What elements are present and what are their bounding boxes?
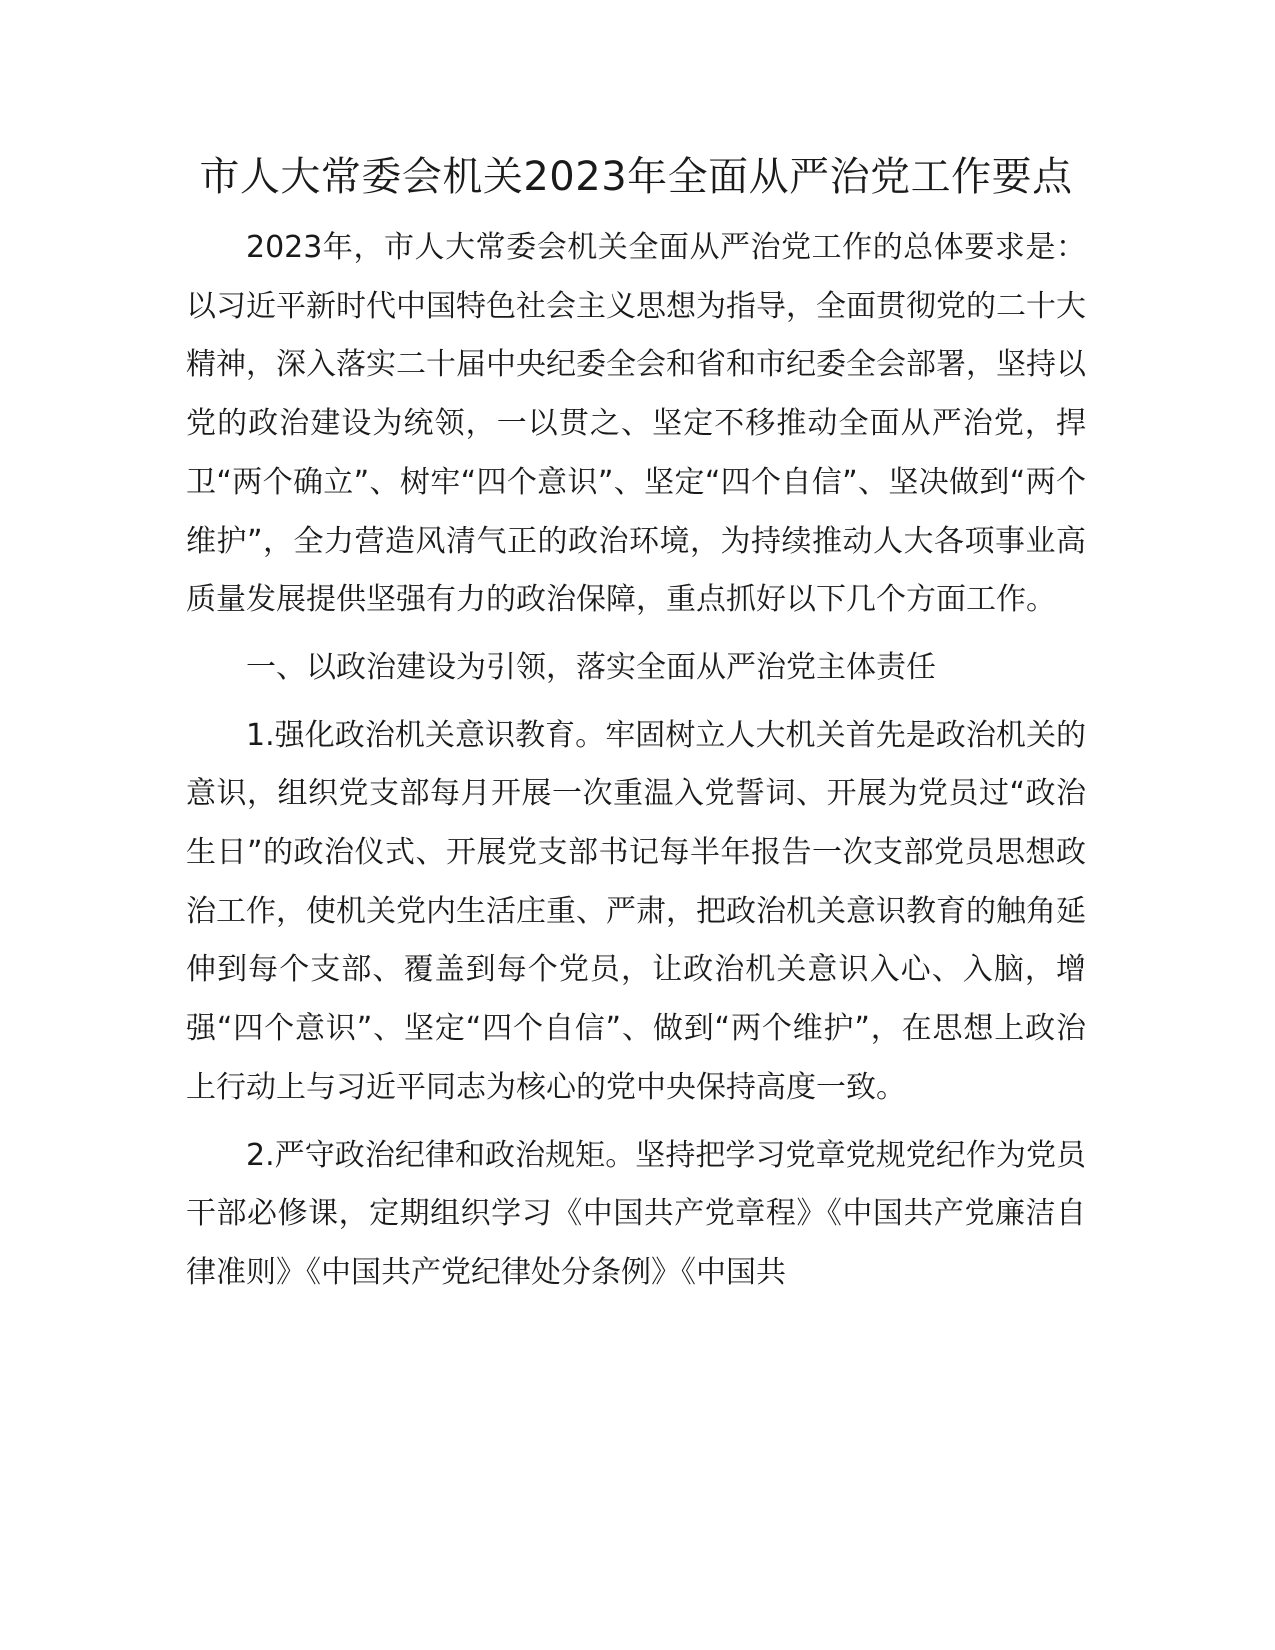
document-title: 市人大常委会机关2023年全面从严治党工作要点	[199, 154, 1073, 200]
section-heading: 一、以政治建设为引领，落实全面从严治党主体责任	[246, 649, 936, 685]
document-page	[186, 148, 1086, 1312]
intro-paragraph: 2023年，市人大常委会机关全面从严治党工作的总体要求是：以习近平新时代中国特色社会主义思想为指导，全面贯彻党的二十大精神，深入落实二十届中央纪委全会和省和市纪委全会部署，坚持以党的政治建设为统领，一以贯之、坚定不移推动全面从严治党，捍卫“两个确立”、树牢“四个意识”、坚定“四个自信”、坚决做到“两个维护”，全力营造风清气正的政治环境，为持续推动人大各项事业高质量发展提供坚强有力的政治保障，重点抓好以下几个方面工作。	[186, 230, 1086, 618]
item-paragraph-1: 1.强化政治机关意识教育。牢固树立人大机关首先是政治机关的意识，组织党支部每月开展一次重温入党誓词、开展为党员过“政治生日”的政治仪式、开展党支部书记每半年报告一次支部党员思想政治工作，使机关党内生活庄重、严肃，把政治机关意识教育的触角延伸到每个支部、覆盖到每个党员，让政治机关意识入心、入脑，增强“四个意识”、坚定“四个自信”、做到“两个维护”，在思想上政治上行动上与习近平同志为核心的党中央保持高度一致。	[186, 717, 1086, 1105]
item-paragraph-2: 2.严守政治纪律和政治规矩。坚持把学习党章党规党纪作为党员干部必修课，定期组织学习《中国共产党章程》《中国共产党廉洁自律准则》《中国共产党纪律处分条例》《中国共	[186, 1137, 1086, 1290]
